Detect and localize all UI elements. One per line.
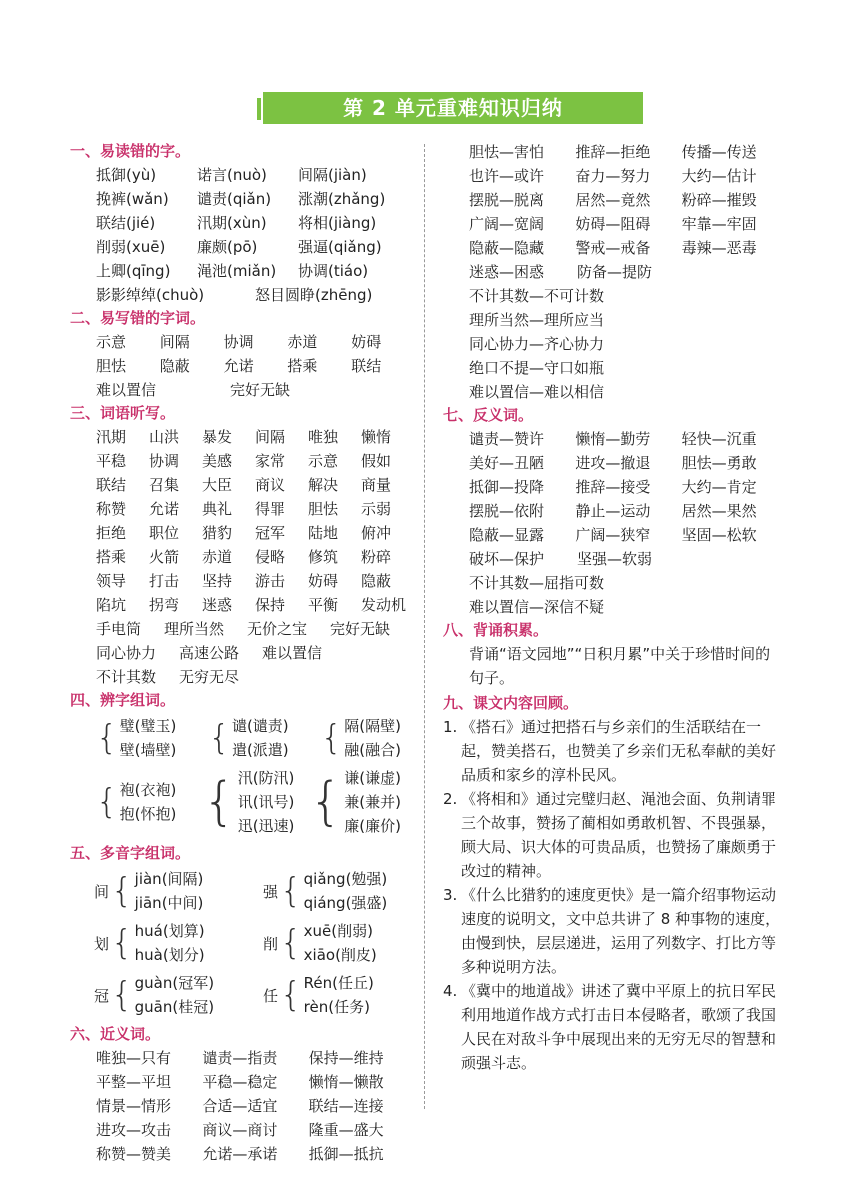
list-item: 手电筒 [96,620,142,638]
list-item: 推辞—接受 [575,478,651,496]
list-item: 将相(jiàng) [298,214,377,232]
brace-icon: { [309,772,343,832]
polyphone-char: 间 [94,882,110,901]
polyphone-group [94,971,249,1019]
list-item: 职位 [149,524,180,542]
list-item: 也许—或许 [469,167,545,185]
list-item: 难以置信 [262,644,323,662]
list-row [443,475,788,499]
list-row [70,1070,415,1094]
brace-icon: { [111,975,133,1015]
polyphone-char: 任 [263,986,279,1005]
list-item: 召集 [149,476,180,494]
list-item: 完好无缺 [330,620,391,638]
list-item: 袍(衣袍) [119,781,177,799]
list-item: 得罪 [255,500,286,518]
list-item: huá(划算) [134,922,205,940]
section-heading: 五、多音字组词。 [70,844,191,862]
list-item: 修筑 [308,548,339,566]
list-row [70,1094,415,1118]
list-item: 同心协力 [96,644,157,662]
list-item: 联结—连接 [308,1097,384,1115]
page-title: 第 2 单元重难知识归纳 [343,96,563,120]
list-item: 抵御—抵抗 [308,1145,384,1163]
list-item: 懒惰—懒散 [308,1073,384,1091]
list-item: 谴(谴责) [231,717,289,735]
list-item: 联结 [96,476,127,494]
list-row [70,665,415,689]
list-item: 进攻—攻击 [96,1121,172,1139]
list-item: 示意 [308,452,339,470]
list-item: 妨碍 [351,333,382,351]
list-row [443,547,788,571]
list-row [443,284,788,308]
item-text: 《冀中的地道战》讲述了冀中平原上的抗日军民利用地道作战方式打击日本侵略者，歌颂了我国人民在对敌斗争中展现出来的无穷无尽的智慧和顽强斗志。 [461,982,777,1072]
list-item: 不计其数—屈指可数 [469,574,605,592]
list-row [443,499,788,523]
list-item: 难以置信—深信不疑 [469,598,605,616]
list-row [70,259,415,283]
list-item: 粉碎—摧毁 [681,191,757,209]
list-row [443,571,788,595]
list-item: 上卿(qīng) [96,262,171,280]
list-row [70,641,415,665]
list-item: 冠军 [255,524,286,542]
list-item: 兼(兼并) [344,793,401,811]
list-item: 联结 [351,357,382,375]
list-item: 胆怯 [308,500,339,518]
list-row [443,236,788,260]
list-item: 谴责—赞许 [469,430,545,448]
list-item: 隆重—盛大 [308,1121,384,1139]
list-item: 情景—情形 [96,1097,172,1115]
list-item: 解决 [308,476,339,494]
list-item: 隐蔽—显露 [469,526,545,544]
list-item: 商议 [255,476,286,494]
list-item: 奋力—努力 [575,167,651,185]
list-item: 允诺 [223,357,254,375]
list-item: 坚强—软弱 [577,550,653,568]
review-item [443,715,788,787]
section-heading: 一、易读错的字。 [70,142,191,160]
list-item: 静止—运动 [575,502,651,520]
list-item: 陷坑 [96,596,127,614]
list-item: 保持 [255,596,286,614]
brace-icon: { [280,923,302,963]
list-item: 警戒—戒备 [575,239,651,257]
list-item: guān(桂冠) [134,998,215,1016]
list-item: 允诺—承诺 [202,1145,278,1163]
list-item: 隐蔽—隐藏 [469,239,545,257]
list-item: qiǎng(勉强) [303,870,388,888]
char-group [203,766,296,838]
item-text: 《什么比猎豹的速度更快》是一篇介绍事物运动速度的说明文，文中总共讲了 8 种事物的速度，由慢到快，层层递进，运用了列数字、打比方等多种说明方法。 [461,886,781,976]
polyphone-group [94,867,249,915]
list-row [70,1142,415,1166]
list-item: 抱(怀抱) [119,805,177,823]
list-item: 懒惰—勤劳 [575,430,651,448]
char-group-row [96,714,415,762]
list-row [443,380,788,404]
list-item: 大臣 [202,476,233,494]
list-item: xuē(削弱) [303,922,373,940]
list-row [70,497,415,521]
list-item: 合适—适宜 [202,1097,278,1115]
polyphone-char: 冠 [94,986,110,1005]
list-item: 大约—肯定 [681,478,757,496]
list-item: 防备—提防 [577,263,653,281]
list-item: 抵御—投降 [469,478,545,496]
banner-tick [257,98,261,120]
polyphone-char: 划 [94,934,110,953]
list-item: xiāo(削皮) [303,946,377,964]
item-number: 3. [443,886,458,904]
list-item: 削弱(xuē) [96,238,166,256]
list-item: 难以置信 [96,381,157,399]
list-item: Rén(任丘) [303,974,374,992]
list-item: 不计其数 [96,668,157,686]
list-row [70,378,415,402]
list-item: 协调 [149,452,180,470]
list-row [70,617,415,641]
list-item: 称赞 [96,500,127,518]
list-row [443,595,788,619]
list-row [70,449,415,473]
polyphone-group [263,867,387,915]
list-item: 假如 [361,452,392,470]
list-item: 平稳 [96,452,127,470]
list-item: guàn(冠军) [134,974,215,992]
review-item [443,883,788,979]
item-text: 《将相和》通过完璧归赵、渑池会面、负荆请罪三个故事，赞扬了蔺相如勇敢机智、不畏强暴，顾大局、识大体的可贵品质，也赞扬了廉颇勇于改过的精神。 [461,790,777,880]
list-item: 大约—估计 [681,167,757,185]
list-item: 允诺 [149,500,180,518]
list-item: 坚固—松软 [681,526,757,544]
list-item: 完好无缺 [230,381,291,399]
list-item: jiān(中间) [134,894,204,912]
list-item: 联结(jié) [96,214,156,232]
recite-text: 背诵“语文园地”“日积月累”中关于珍惜时间的句子。 [469,645,771,687]
char-group-row [96,766,415,838]
list-item: 渑池(miǎn) [197,262,277,280]
section-heading: 八、背诵积累。 [443,621,549,639]
list-item: 无价之宝 [247,620,308,638]
list-item: 示弱 [361,500,392,518]
item-number: 4. [443,982,458,1000]
review-item [443,979,788,1075]
polyphone-group [263,919,377,967]
brace-icon: { [280,871,302,911]
list-item: 游击 [255,572,286,590]
list-item: 诺言(nuò) [197,166,267,184]
list-item: 美好—丑陋 [469,454,545,472]
list-row [70,283,415,307]
list-item: 平稳—稳定 [202,1073,278,1091]
list-item: 广阔—宽阔 [469,215,545,233]
list-item: 毒辣—恶毒 [681,239,757,257]
list-item: 居然—果然 [681,502,757,520]
list-item: 典礼 [202,500,233,518]
list-item: 陆地 [308,524,339,542]
brace-icon: { [202,772,236,832]
section-heading: 九、课文内容回顾。 [443,694,579,712]
list-item: 示意 [96,333,127,351]
list-item: 间隔 [159,333,190,351]
char-group [96,766,189,838]
list-item: 唯独 [308,428,339,446]
left-column [70,140,415,1166]
list-item: 称赞—赞美 [96,1145,172,1163]
list-item: 牢靠—牢固 [681,215,757,233]
list-item: 妨碍 [308,572,339,590]
list-item: 破坏—保护 [469,550,545,568]
list-item: 广阔—狭窄 [575,526,651,544]
list-item: 同心协力—齐心协力 [469,335,605,353]
list-item: 隔(隔壁) [344,717,401,735]
list-item: 摆脱—依附 [469,502,545,520]
list-row [70,521,415,545]
section-heading: 四、辨字组词。 [70,691,176,709]
right-column [443,140,788,1075]
list-row [70,1046,415,1070]
list-item: 挽裤(wǎn) [96,190,169,208]
list-item: 火箭 [149,548,180,566]
list-item: 廉(廉价) [344,817,401,835]
list-item: 融(融合) [344,741,401,759]
list-row [443,188,788,212]
list-item: 赤道 [287,333,318,351]
list-item: 发动机 [361,596,407,614]
list-item: 谴责—指责 [202,1049,278,1067]
list-item: 隐蔽 [361,572,392,590]
list-row [443,140,788,164]
list-item: 绝口不提—守口如瓶 [469,359,605,377]
list-item: 汛期(xùn) [197,214,267,232]
list-item: 涨潮(zhǎng) [298,190,386,208]
title-banner [263,92,643,124]
brace-icon: { [111,871,133,911]
list-item: 侵略 [255,548,286,566]
list-item: 壁(墙壁) [119,741,177,759]
list-item: 迷惑 [202,596,233,614]
list-item: 美感 [202,452,233,470]
list-row [70,593,415,617]
list-item: 迷惑—困惑 [469,263,545,281]
list-item: 强逼(qiǎng) [298,238,382,256]
list-item: jiàn(间隔) [134,870,204,888]
item-number: 2. [443,790,458,808]
list-item: 谦(谦虚) [344,769,401,787]
list-item: 搭乘 [287,357,318,375]
list-item: 进攻—撤退 [575,454,651,472]
list-row [443,332,788,356]
list-item: 居然—竟然 [575,191,651,209]
list-row [443,308,788,332]
list-item: 胆怯—勇敢 [681,454,757,472]
char-group [208,714,306,762]
list-item: 抵御(yù) [96,166,157,184]
list-item: 胆怯—害怕 [469,143,545,161]
list-item: 懒惰 [361,428,392,446]
list-item: 协调 [223,333,254,351]
list-item: 理所当然 [164,620,225,638]
item-text: 《搭石》通过把搭石与乡亲们的生活联结在一起，赞美搭石，也赞美了乡亲们无私奉献的美好品质和家乡的淳朴民风。 [461,718,777,784]
list-item: 间隔(jiàn) [298,166,367,184]
list-row [70,473,415,497]
list-row [443,356,788,380]
list-item: 猎豹 [202,524,233,542]
section-heading: 六、近义词。 [70,1025,161,1043]
polyphone-group [263,971,374,1019]
list-row [443,260,788,284]
list-item: 拐弯 [149,596,180,614]
list-item: 搭乘 [96,548,127,566]
list-row [443,523,788,547]
section-heading: 三、词语听写。 [70,404,176,422]
brace-icon: { [280,975,302,1015]
list-row [70,569,415,593]
list-item: 俯冲 [361,524,392,542]
list-item: 胆怯 [96,357,127,375]
polyphone-char: 削 [263,934,279,953]
list-item: huà(划分) [134,946,205,964]
section-heading: 二、易写错的字词。 [70,309,206,327]
list-item: 家常 [255,452,286,470]
list-item: 怒目圆睁(zhēng) [255,286,373,304]
column-divider [424,144,425,1109]
list-item: 不计其数—不可计数 [469,287,605,305]
list-row [443,427,788,451]
brace-icon: { [111,923,133,963]
polyphone-char: 强 [263,882,279,901]
list-item: 隐蔽 [159,357,190,375]
section-heading: 七、反义词。 [443,406,534,424]
item-number: 1. [443,718,458,736]
list-item: 理所当然—理所应当 [469,311,605,329]
list-row [70,425,415,449]
list-item: 摆脱—脱离 [469,191,545,209]
list-row [70,354,415,378]
list-item: 高速公路 [179,644,240,662]
char-group [321,714,401,762]
list-item: 唯独—只有 [96,1049,172,1067]
brace-icon: { [96,782,118,822]
list-item: 廉颇(pō) [197,238,258,256]
list-item: 粉碎 [361,548,392,566]
list-item: 轻快—沉重 [681,430,757,448]
list-row [70,187,415,211]
list-item: 打击 [149,572,180,590]
list-item: 协调(tiáo) [298,262,369,280]
list-item: 赤道 [202,548,233,566]
list-item: 难以置信—难以相信 [469,383,605,401]
list-item: 山洪 [149,428,180,446]
list-item: 妨碍—阻碍 [575,215,651,233]
list-item: 商议—商讨 [202,1121,278,1139]
list-item: 拒绝 [96,524,127,542]
char-group [309,766,401,838]
char-group [96,714,194,762]
list-row [70,211,415,235]
list-row [443,164,788,188]
list-row [70,545,415,569]
list-item: 坚持 [202,572,233,590]
list-item: 无穷无尽 [179,668,240,686]
polyphone-group [94,919,249,967]
list-item: 暴发 [202,428,233,446]
list-row [70,235,415,259]
brace-icon: { [96,718,118,758]
list-item: 领导 [96,572,127,590]
review-item [443,787,788,883]
list-item: 汛(防汛) [237,769,295,787]
list-row [70,163,415,187]
list-item: 平整—平坦 [96,1073,172,1091]
list-item: 汛期 [96,428,127,446]
polyphone-row [94,919,415,967]
list-row [70,330,415,354]
list-item: 商量 [361,476,392,494]
list-row [443,212,788,236]
list-item: 保持—维持 [308,1049,384,1067]
brace-icon: { [208,718,230,758]
brace-icon: { [320,718,343,758]
list-item: 迅(迅速) [237,817,295,835]
list-row [70,1118,415,1142]
section1-list [70,163,415,307]
list-item: 讯(讯号) [237,793,295,811]
list-item: 平衡 [308,596,339,614]
list-item: 谴责(qiǎn) [197,190,272,208]
polyphone-row [94,971,415,1019]
list-item: 间隔 [255,428,286,446]
list-item: qiáng(强盛) [303,894,388,912]
list-row [443,451,788,475]
list-item: 遣(派遣) [231,741,289,759]
list-item: 传播—传送 [681,143,757,161]
list-item: 璧(璧玉) [119,717,177,735]
polyphone-row [94,867,415,915]
list-item: 推辞—拒绝 [575,143,651,161]
list-item: rèn(任务) [303,998,370,1016]
list-item: 影影绰绰(chuò) [96,286,205,304]
